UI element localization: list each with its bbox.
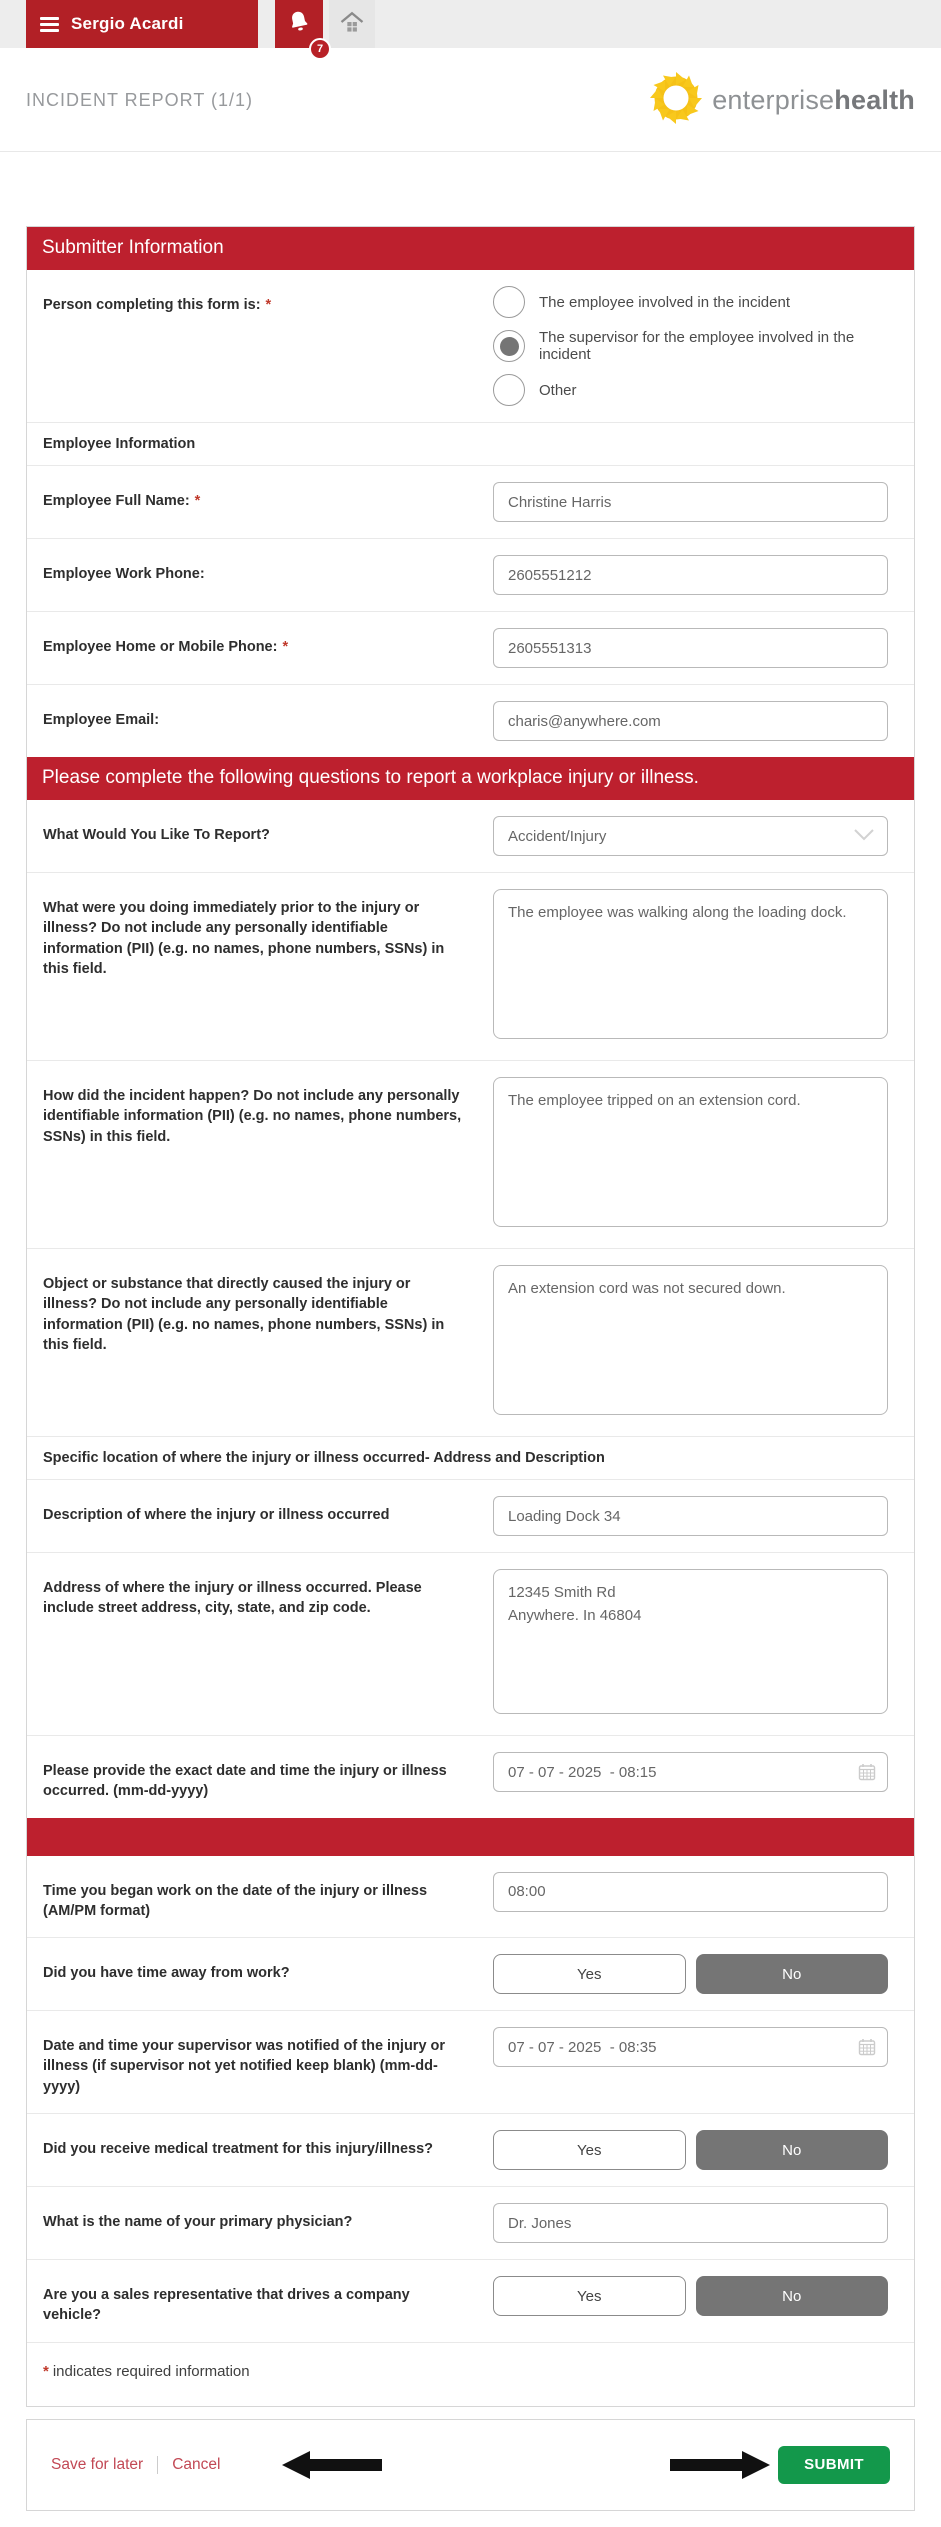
time-away-toggle [493,1954,888,1994]
user-name: Sergio Acardi [71,14,184,33]
physician-input[interactable] [493,2203,888,2243]
home-button[interactable] [329,0,375,48]
home-icon [338,8,366,41]
bell-icon [286,9,312,40]
employee-work-phone-input[interactable] [493,555,888,595]
radio-option-supervisor[interactable]: The supervisor for the employee involved in the incident [493,329,888,363]
location-description-label: Description of where the injury or illness occurred [43,1507,390,1523]
object-substance-textarea[interactable] [493,1265,888,1415]
report-type-label: What Would You Like To Report? [43,827,270,843]
radio-icon [493,374,525,406]
object-substance-label: Object or substance that directly caused the injury or illness? Do not include any personally identifiable information (PII) (e.g. no names, phone numbers, SSNs) in this field. [43,1276,445,1353]
work-start-time-input[interactable] [493,1872,888,1912]
required-asterisk: * [265,297,272,313]
page-header [0,48,941,152]
save-for-later-link[interactable]: Save for later [51,2455,144,2473]
radio-option-other[interactable]: Other [493,374,888,406]
employee-work-phone-label: Employee Work Phone: [43,566,205,582]
sales-rep-label: Are you a sales representative that drives a company vehicle? [43,2287,410,2324]
physician-label: What is the name of your primary physician? [43,2214,353,2231]
employee-home-phone-row [27,611,914,684]
brand-sun-icon [648,70,704,131]
how-happened-label: How did the incident happen? Do not include any personally identifiable information (PII) (e.g. no names, phone numbers, SSNs) in this field. [43,1088,462,1145]
supervisor-datetime-field [493,2027,888,2067]
incident-datetime-input[interactable] [493,1752,888,1792]
incident-datetime-field [493,1752,888,1792]
location-address-label: Address of where the injury or illness occurred. Please include street address, city, state, and zip code. [43,1580,422,1617]
sales-rep-row [27,2259,914,2342]
page-title: INCIDENT REPORT (1/1) [26,90,254,110]
report-type-select[interactable] [493,816,888,856]
incident-datetime-row [27,1735,914,1818]
form-footer [26,2419,915,2511]
annotation-arrow-right [670,2451,770,2479]
how-happened-textarea[interactable] [493,1077,888,1227]
report-type-value: Accident/Injury [508,827,607,845]
work-start-time-label: Time you began work on the date of the injury or illness (AM/PM format) [43,1882,428,1919]
sales-rep-toggle [493,2276,888,2316]
incident-form-card [26,226,915,2407]
employee-email-input[interactable] [493,701,888,741]
location-description-input[interactable] [493,1496,888,1536]
hamburger-icon [40,17,59,32]
employee-full-name-label: Employee Full Name: * [43,493,201,509]
sales-rep-no-button[interactable]: No [696,2276,889,2316]
section-header-submitter: Submitter Information [27,227,914,270]
time-away-label: Did you have time away from work? [43,1965,290,1982]
supervisor-datetime-input[interactable] [493,2027,888,2067]
calendar-icon[interactable] [858,2038,876,2061]
notification-count-badge: 7 [309,38,331,60]
submit-button[interactable]: SUBMIT [778,2446,890,2484]
brand-wordmark: enterprisehealth [712,85,915,115]
location-address-textarea[interactable] [493,1569,888,1714]
person-completing-radio-group [493,286,888,406]
medical-treatment-row [27,2113,914,2186]
medical-treatment-yes-button[interactable]: Yes [493,2130,686,2170]
location-description-row [27,1479,914,1552]
required-asterisk: * [194,493,201,509]
employee-home-phone-label: Employee Home or Mobile Phone: * [43,639,289,655]
section-header-questions: Please complete the following questions to report a workplace injury or illness. [27,757,914,800]
medical-treatment-label: Did you receive medical treatment for this injury/illness? [43,2141,434,2158]
radio-icon-selected [493,330,525,362]
how-happened-row [27,1060,914,1248]
work-start-time-row [27,1856,914,1938]
time-away-no-button[interactable]: No [696,1954,889,1994]
time-away-row [27,1937,914,2010]
calendar-icon[interactable] [858,1763,876,1786]
required-footnote: * indicates required information [27,2342,914,2406]
employee-full-name-input[interactable] [493,482,888,522]
employee-full-name-row [27,465,914,538]
medical-treatment-toggle [493,2130,888,2170]
person-completing-label: Person completing this form is: * [43,297,272,313]
object-substance-row [27,1248,914,1436]
specific-location-heading: Specific location of where the injury or illness occurred- Address and Description [27,1436,914,1479]
topbar [0,0,941,55]
incident-datetime-label: Please provide the exact date and time the injury or illness occurred. (mm-dd-yyyy) [43,1763,447,1800]
radio-icon [493,286,525,318]
chevron-down-icon [853,828,875,845]
annotation-arrow-left [282,2451,382,2479]
time-away-yes-button[interactable]: Yes [493,1954,686,1994]
employee-work-phone-row [27,538,914,611]
physician-row [27,2186,914,2259]
prior-activity-textarea[interactable] [493,889,888,1039]
brand-logo [648,70,915,131]
supervisor-datetime-row [27,2010,914,2113]
required-asterisk: * [282,639,289,655]
supervisor-datetime-label: Date and time your supervisor was notified of the injury or illness (if supervisor not yet notified keep blank) (mm-dd-yyyy) [43,2038,446,2095]
prior-activity-label: What were you doing immediately prior to the injury or illness? Do not include any personally identifiable information (PII) (e.g. no names, phone numbers, SSNs) in this field. [43,900,445,977]
prior-activity-row [27,872,914,1060]
notifications-button[interactable] [275,0,324,55]
location-address-row [27,1552,914,1735]
cancel-link[interactable]: Cancel [157,2456,220,2474]
required-asterisk: * [43,2362,49,2380]
person-completing-row [27,270,914,422]
employee-email-label: Employee Email: [43,712,160,728]
report-type-row [27,800,914,872]
medical-treatment-no-button[interactable]: No [696,2130,889,2170]
employee-home-phone-input[interactable] [493,628,888,668]
section-divider-bar [27,1818,914,1856]
user-menu-button[interactable] [26,0,258,48]
radio-option-employee[interactable]: The employee involved in the incident [493,286,888,318]
sales-rep-yes-button[interactable]: Yes [493,2276,686,2316]
employee-information-heading: Employee Information [27,422,914,465]
employee-email-row [27,684,914,757]
